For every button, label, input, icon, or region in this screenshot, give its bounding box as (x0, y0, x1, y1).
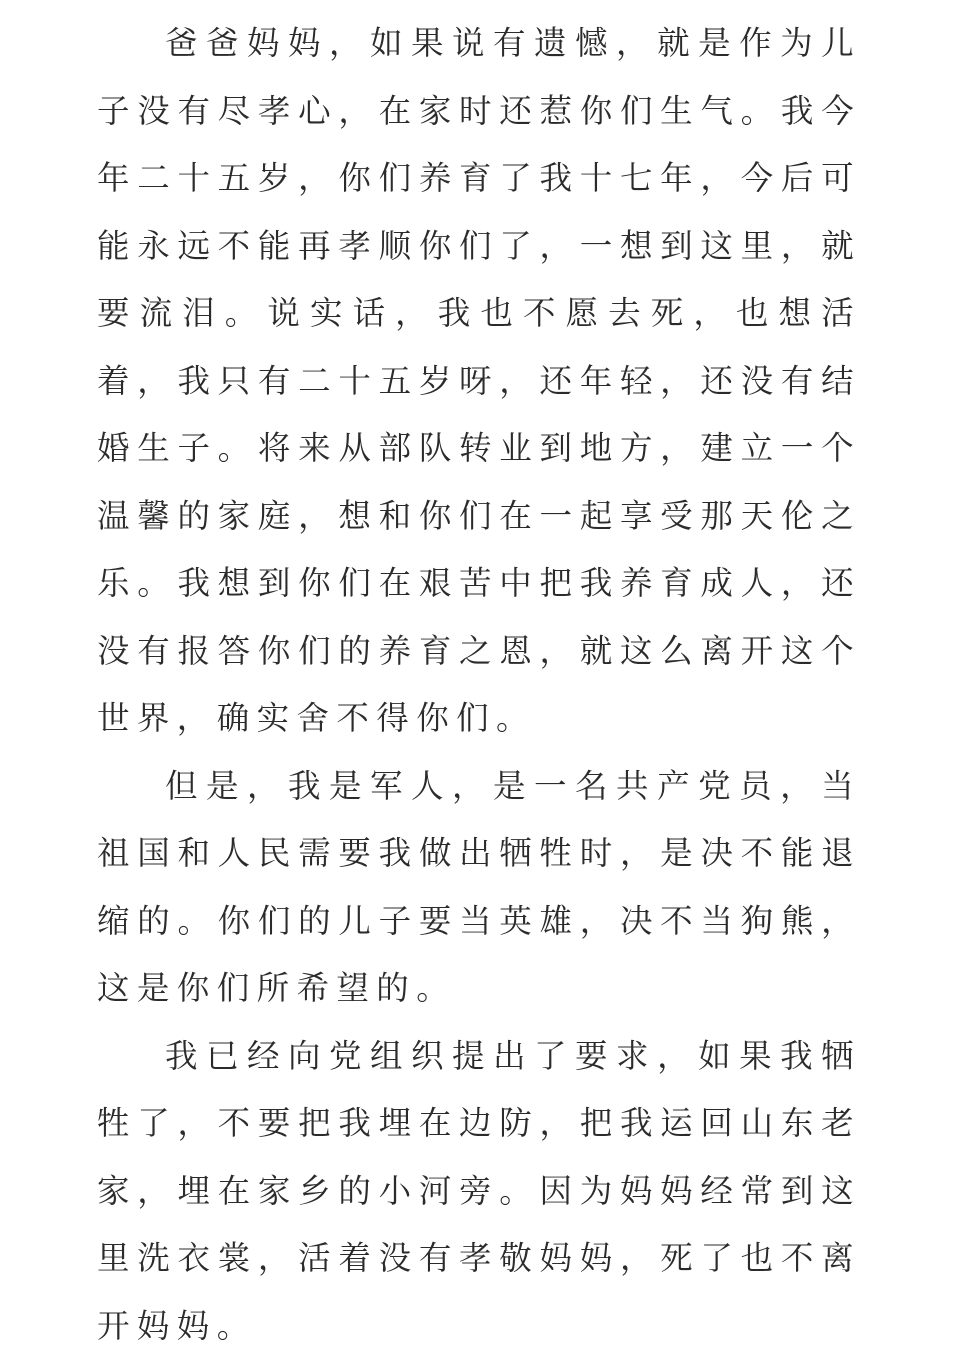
letter-paragraph: 我已经向党组织提出了要求，如果我牺牲了，不要把我埋在边防，把我运回山东老家，埋在家乡的小河旁。因为妈妈经常到这里洗衣裳，活着没有孝敬妈妈，死了也不离开妈妈。 (97, 1023, 861, 1360)
letter-article (97, 10, 861, 1360)
letter-paragraph: 但是，我是军人，是一名共产党员，当祖国和人民需要我做出牺牲时，是决不能退缩的。你们的儿子要当英雄，决不当狗熊，这是你们所希望的。 (97, 753, 861, 1023)
letter-paragraph: 爸爸妈妈，如果说有遗憾，就是作为儿子没有尽孝心，在家时还惹你们生气。我今年二十五岁，你们养育了我十七年，今后可能永远不能再孝顺你们了，一想到这里，就要流泪。说实话，我也不愿去死，也想活着，我只有二十五岁呀，还年轻，还没有结婚生子。将来从部队转业到地方，建立一个温馨的家庭，想和你们在一起享受那天伦之乐。我想到你们在艰苦中把我养育成人，还没有报答你们的养育之恩，就这么离开这个世界，确实舍不得你们。 (97, 10, 861, 753)
